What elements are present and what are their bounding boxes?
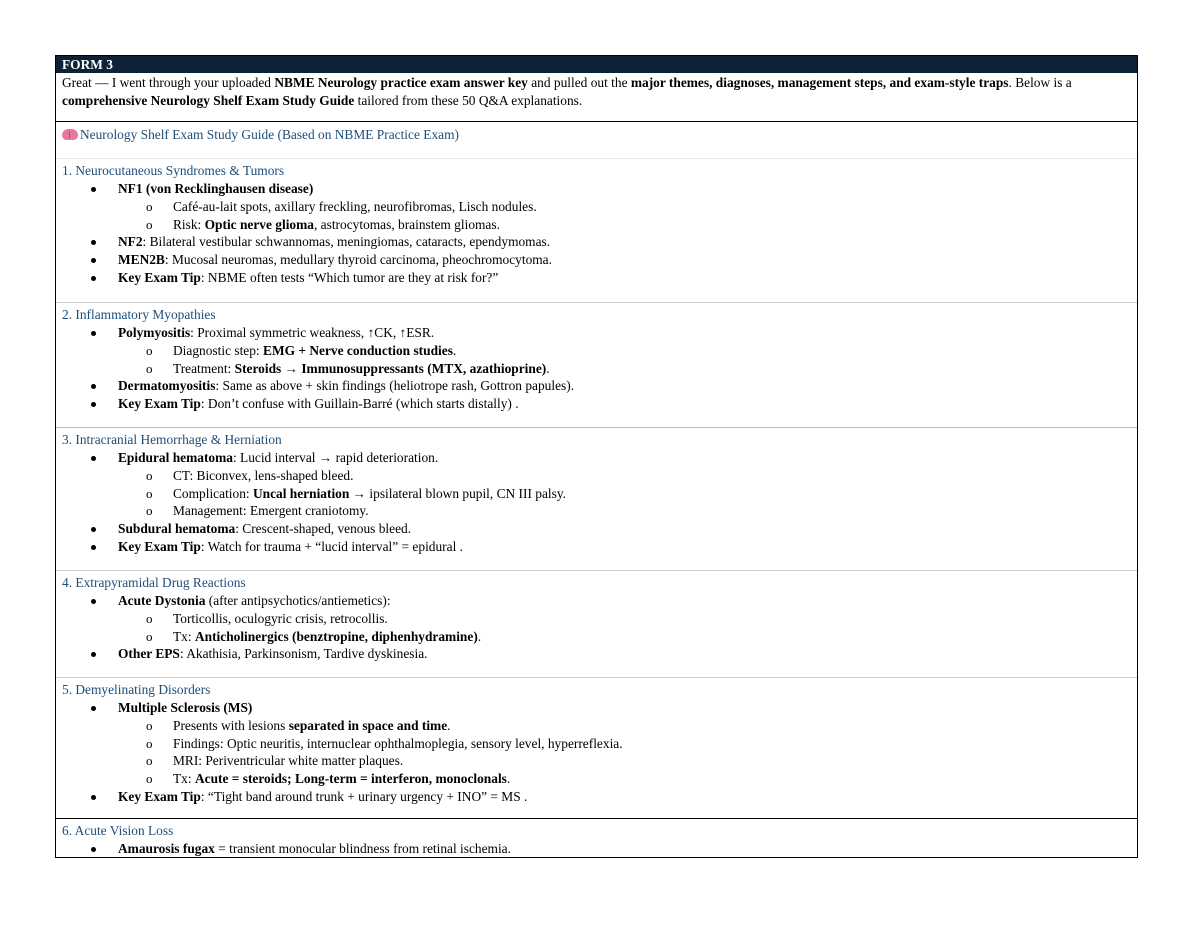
list-item: Polymyositis: Proximal symmetric weakness, ↑CK, ↑ESR. xyxy=(62,324,1131,342)
intro-bold: major themes, diagnoses, management steps, and exam-style traps xyxy=(630,75,1009,90)
sub-list-item: o MRI: Periventricular white matter plaques. xyxy=(62,752,1131,770)
section-heading: 6. Acute Vision Loss xyxy=(62,823,174,838)
list-item: Key Exam Tip: Watch for trauma + “lucid interval” = epidural . xyxy=(62,538,1131,556)
list-item: NF2: Bilateral vestibular schwannomas, meningiomas, cataracts, ependymomas. xyxy=(62,233,1131,251)
list-item: Key Exam Tip: Don’t confuse with Guillain-Barré (which starts distally) . xyxy=(62,395,1131,413)
list-item: MEN2B: Mucosal neuromas, medullary thyroid carcinoma, pheochromocytoma. xyxy=(62,251,1131,269)
sub-list-item: o Treatment: Steroids → Immunosuppressants (MTX, azathioprine). xyxy=(62,360,1131,378)
list-item: Other EPS: Akathisia, Parkinsonism, Tardive dyskinesia. xyxy=(62,645,1131,663)
sub-list-item: o Torticollis, oculogyric crisis, retrocollis. xyxy=(62,610,1131,628)
sub-list-item: o Findings: Optic neuritis, internuclear ophthalmoplegia, sensory level, hyperreflexia. xyxy=(62,735,1131,753)
intro-bold: NBME Neurology practice exam answer key xyxy=(274,75,528,90)
guide-title xyxy=(56,122,1137,159)
sub-list-item: o Diagnostic step: EMG + Nerve conduction studies. xyxy=(62,342,1131,360)
sub-list-item: o CT: Biconvex, lens-shaped bleed. xyxy=(62,467,1131,485)
list-item: Amaurosis fugax = transient monocular blindness from retinal ischemia. xyxy=(62,840,1131,858)
list-item: NF1 (von Recklinghausen disease) xyxy=(62,180,1131,198)
brain-icon xyxy=(62,129,78,140)
intro-bold: comprehensive Neurology Shelf Exam Study Guide xyxy=(62,92,355,108)
document-page xyxy=(55,55,1138,858)
section-extrapyramidal xyxy=(56,571,1137,678)
section-heading: 5. Demyelinating Disorders xyxy=(62,682,211,697)
intro-text: and pulled out the xyxy=(527,75,631,90)
list-item: Dermatomyositis: Same as above + skin findings (heliotrope rash, Gottron papules). xyxy=(62,377,1131,395)
intro-text: Great — I went through your uploaded xyxy=(62,75,275,90)
section-intracranial-hemorrhage xyxy=(56,428,1137,571)
list-item: Epidural hematoma: Lucid interval → rapid deterioration. xyxy=(62,449,1131,467)
section-acute-vision-loss xyxy=(56,819,1137,858)
section-heading: 2. Inflammatory Myopathies xyxy=(62,307,216,322)
sub-list-item: o Risk: Optic nerve glioma, astrocytomas, brainstem gliomas. xyxy=(62,216,1131,234)
section-heading: 3. Intracranial Hemorrhage & Herniation xyxy=(62,432,282,447)
sub-list-item: o Tx: Acute = steroids; Long-term = interferon, monoclonals. xyxy=(62,770,1131,788)
section-neurocutaneous xyxy=(56,159,1137,303)
section-inflammatory-myopathies xyxy=(56,303,1137,428)
guide-title-text: Neurology Shelf Exam Study Guide (Based on NBME Practice Exam) xyxy=(80,127,459,142)
sub-list-item: o Management: Emergent craniotomy. xyxy=(62,502,1131,520)
list-item: Acute Dystonia (after antipsychotics/antiemetics): xyxy=(62,592,1131,610)
intro-paragraph xyxy=(56,73,1137,122)
sub-list-item: o Tx: Anticholinergics (benztropine, diphenhydramine). xyxy=(62,628,1131,646)
list-item: Key Exam Tip: “Tight band around trunk + urinary urgency + INO” = MS . xyxy=(62,788,1131,806)
section-heading: 1. Neurocutaneous Syndromes & Tumors xyxy=(62,163,285,178)
form-header xyxy=(56,56,1137,73)
form-label: FORM 3 xyxy=(62,57,113,72)
section-demyelinating xyxy=(56,678,1137,819)
intro-text: . Below is a xyxy=(1008,75,1072,90)
intro-text: tailored from these 50 Q&A explanations. xyxy=(354,92,583,108)
list-item: Subdural hematoma: Crescent-shaped, venous bleed. xyxy=(62,520,1131,538)
list-item: Multiple Sclerosis (MS) xyxy=(62,699,1131,717)
sub-list-item: o Complication: Uncal herniation → ipsilateral blown pupil, CN III palsy. xyxy=(62,485,1131,503)
sub-list-item: o Presents with lesions separated in space and time. xyxy=(62,717,1131,735)
section-heading: 4. Extrapyramidal Drug Reactions xyxy=(62,575,246,590)
list-item: Key Exam Tip: NBME often tests “Which tumor are they at risk for?” xyxy=(62,269,1131,287)
sub-list-item: o Café-au-lait spots, axillary freckling, neurofibromas, Lisch nodules. xyxy=(62,198,1131,216)
